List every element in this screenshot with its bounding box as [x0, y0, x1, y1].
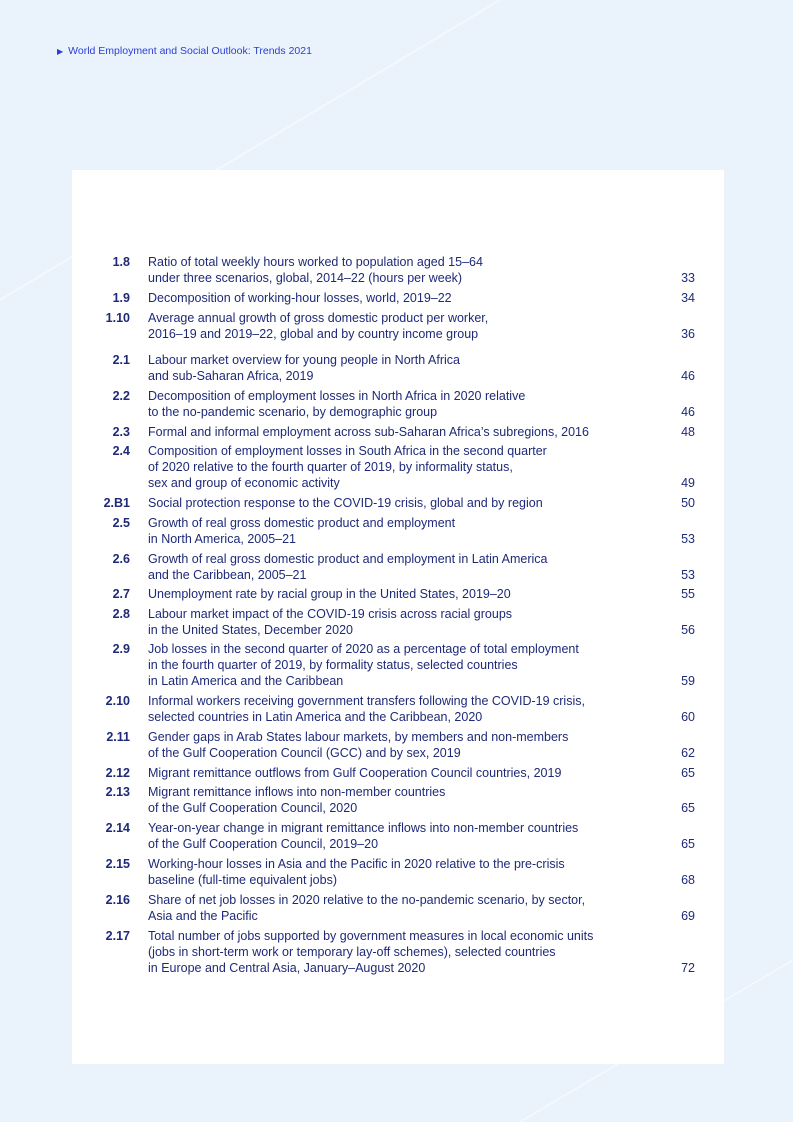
- page-number: 48: [681, 425, 695, 439]
- running-header: [57, 45, 312, 57]
- page-number: 56: [681, 623, 695, 637]
- figure-title: Migrant remittance inflows into non-member countries of the Gulf Cooperation Council, 2020: [148, 785, 446, 815]
- figure-title: Average annual growth of gross domestic product per worker, 2016–19 and 2019–22, global and by country income group: [148, 311, 489, 341]
- figure-entry[interactable]: [72, 551, 724, 583]
- page-number: 33: [681, 271, 695, 285]
- figure-number: 1.9: [112, 291, 130, 305]
- figure-number: 2.15: [105, 857, 130, 871]
- figure-title: Total number of jobs supported by government measures in local economic units (jobs in short-term work or temporary lay-off schemes), selected countries in Europe and Central Asia, January–August 2020: [148, 929, 594, 975]
- figure-entry[interactable]: [72, 388, 724, 420]
- figure-number: 2.B1: [103, 496, 130, 510]
- figure-title: Gender gaps in Arab States labour markets, by members and non-members of the Gulf Cooperation Council (GCC) and by sex, 2019: [148, 730, 569, 760]
- figure-title: Composition of employment losses in South Africa in the second quarter of 2020 relative to the fourth quarter of 2019, by informality status, sex and group of economic activity: [148, 444, 547, 490]
- page-number: 46: [681, 369, 695, 383]
- page-number: 59: [681, 674, 695, 688]
- figure-entry[interactable]: [72, 290, 724, 306]
- page-number: 49: [681, 476, 695, 490]
- page-number: 55: [681, 587, 695, 601]
- figure-entry[interactable]: [72, 443, 724, 491]
- figure-entry[interactable]: [72, 784, 724, 816]
- figure-entry[interactable]: [72, 352, 724, 384]
- page-number: 65: [681, 801, 695, 815]
- figure-title: Year-on-year change in migrant remittance inflows into non-member countries of the Gulf Cooperation Council, 2019–20: [148, 821, 579, 851]
- figure-number: 2.14: [105, 821, 130, 835]
- figure-entry[interactable]: [72, 765, 724, 781]
- figure-entry[interactable]: [72, 515, 724, 547]
- figure-entry[interactable]: [72, 641, 724, 689]
- figure-entry[interactable]: [72, 495, 724, 511]
- page-number: 68: [681, 873, 695, 887]
- figure-entry[interactable]: [72, 310, 724, 342]
- figure-title: Growth of real gross domestic product and employment in Latin America and the Caribbean, 2005–21: [148, 552, 548, 582]
- figure-number: 2.6: [112, 552, 130, 566]
- page-number: 60: [681, 710, 695, 724]
- figure-number: 2.9: [112, 642, 130, 656]
- figure-number: 2.16: [105, 893, 130, 907]
- figure-number: 2.10: [105, 694, 130, 708]
- page-number: 65: [681, 837, 695, 851]
- figure-title: Labour market overview for young people in North Africa and sub-Saharan Africa, 2019: [148, 353, 460, 383]
- figure-title: Working-hour losses in Asia and the Pacific in 2020 relative to the pre-crisis baseline (full-time equivalent jobs): [148, 857, 565, 887]
- figure-number: 2.3: [112, 425, 130, 439]
- figure-number: 2.8: [112, 607, 130, 621]
- figure-entry[interactable]: [72, 928, 724, 976]
- figure-title: Growth of real gross domestic product and employment in North America, 2005–21: [148, 516, 456, 546]
- figure-title: Decomposition of employment losses in North Africa in 2020 relative to the no-pandemic scenario, by demographic group: [148, 389, 526, 419]
- page-number: 53: [681, 568, 695, 582]
- content-panel: [72, 170, 724, 1064]
- page-number: 36: [681, 327, 695, 341]
- figure-title: Labour market impact of the COVID-19 crisis across racial groups in the United States, December 2020: [148, 607, 513, 637]
- figure-entry[interactable]: [72, 856, 724, 888]
- figure-title: Social protection response to the COVID-19 crisis, global and by region: [148, 496, 543, 510]
- figure-title: Informal workers receiving government transfers following the COVID-19 crisis, selected countries in Latin America and the Caribbean, 2020: [148, 694, 585, 724]
- figure-number: 2.2: [112, 389, 130, 403]
- figure-number: 2.4: [112, 444, 130, 458]
- figure-title: Decomposition of working-hour losses, world, 2019–22: [148, 291, 452, 305]
- figure-number: 2.17: [105, 929, 130, 943]
- figure-entry[interactable]: [72, 424, 724, 440]
- page-number: 72: [681, 961, 695, 975]
- figure-entry[interactable]: [72, 254, 724, 286]
- figure-title: Migrant remittance outflows from Gulf Cooperation Council countries, 2019: [148, 766, 562, 780]
- figure-entry[interactable]: [72, 729, 724, 761]
- figure-entry[interactable]: [72, 820, 724, 852]
- figure-number: 2.5: [112, 516, 130, 530]
- page-number: 65: [681, 766, 695, 780]
- page-number: 62: [681, 746, 695, 760]
- page-number: 34: [681, 291, 695, 305]
- page-number: 53: [681, 532, 695, 546]
- figure-entry[interactable]: [72, 693, 724, 725]
- figure-entry[interactable]: [72, 606, 724, 638]
- page-number: 69: [681, 909, 695, 923]
- figure-number: 2.7: [112, 587, 130, 601]
- figure-number: 2.12: [105, 766, 130, 780]
- figure-title: Job losses in the second quarter of 2020 as a percentage of total employment in the fourth quarter of 2019, by formality status, selected countries in Latin America and the Caribbean: [148, 642, 579, 688]
- figure-entry[interactable]: [72, 892, 724, 924]
- figure-number: 2.1: [112, 353, 130, 367]
- figure-entry[interactable]: [72, 586, 724, 602]
- triangle-icon: ▶: [57, 46, 64, 56]
- figure-number: 1.8: [112, 255, 130, 269]
- figure-list: [72, 254, 724, 976]
- figure-number: 1.10: [105, 311, 130, 325]
- figure-title: Share of net job losses in 2020 relative to the no-pandemic scenario, by sector, Asia and the Pacific: [148, 893, 586, 923]
- figure-title: Unemployment rate by racial group in the United States, 2019–20: [148, 587, 511, 601]
- header-title: World Employment and Social Outlook: Trends 2021: [68, 45, 312, 57]
- figure-number: 2.13: [105, 785, 130, 799]
- page-number: 50: [681, 496, 695, 510]
- figure-title: Formal and informal employment across sub-Saharan Africa’s subregions, 2016: [148, 425, 589, 439]
- page-number: 46: [681, 405, 695, 419]
- figure-number: 2.11: [106, 730, 130, 744]
- figure-title: Ratio of total weekly hours worked to population aged 15–64 under three scenarios, global, 2014–22 (hours per week): [148, 255, 483, 285]
